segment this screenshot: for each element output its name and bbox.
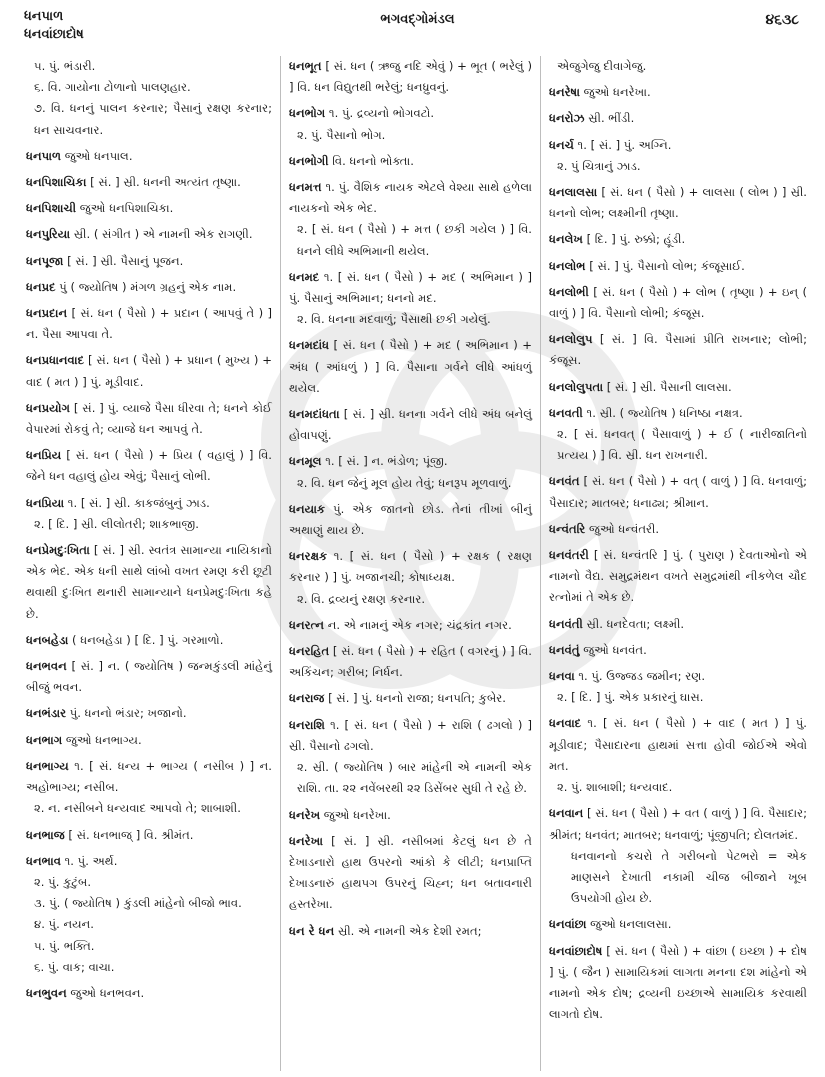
headword: ધનભવન (26, 659, 67, 674)
entry-main (26, 445, 272, 487)
entry-main (289, 267, 532, 309)
dictionary-entry (289, 921, 532, 942)
dictionary-entry (289, 451, 532, 493)
dictionary-entry (26, 251, 272, 272)
headword: ધનવંત (549, 474, 580, 489)
entry-main (549, 377, 807, 398)
entry-sense: ૫. પું. ભક્તિ. (34, 938, 95, 953)
headword: ધનભાવ (26, 853, 61, 868)
entry-main (289, 615, 532, 636)
entry-main (26, 756, 272, 798)
headword: ધનમદાંધતા (289, 407, 340, 422)
headword: ધનપ્રદ (26, 279, 56, 294)
entry-main (549, 256, 807, 277)
column-3 (540, 56, 815, 1071)
dictionary-entry (289, 267, 532, 331)
entry-sense: ૩. પું. ( જ્યોતિષ ) કુંડલી માંહેનો બીજો ભાવ. (34, 896, 242, 911)
headword: ધનપ્રદાન (26, 306, 68, 321)
headword: ધનપિશાચી (26, 201, 77, 216)
definition: [ સં. ધન ( પૈસો ) + પ્રિય ( વહાલું ) ] વિ. જેને ધન વહાલું હોય એવું; પૈસાનું લોભી. (26, 448, 272, 484)
definition: સ્રી. એ નામની એક દેશી રમત; (334, 923, 482, 938)
entry-sense: ૬. પું. વાક; વાચા. (34, 959, 115, 974)
definition: ૧. [ સં. ધન ( પૈસો ) + વાદ ( મત ) ] પું. મૂડીવાદ; પૈસાદારના હાથમાં સત્તા હોવી જોઈએ એવો મત. (549, 716, 807, 773)
headword: ધનભૂત (289, 59, 322, 73)
definition: ૧. પું. અર્થ. (60, 853, 118, 868)
definition: સ્રી. ધનદેવતા; લક્ષ્મી. (582, 616, 685, 631)
entry-main (26, 198, 272, 219)
headword: ધનલોલુપ (549, 332, 593, 347)
column-1 (22, 56, 280, 1071)
headword: ધનભોગ (289, 106, 326, 121)
entry-main (549, 941, 807, 1026)
definition: [ સં. ધન ( પૈસો ) + વત ( વાળું ) ] વિ. પૈસાદાર; શ્રીમંત; ધનવંત; માતબર; ધનવાળું; પૂંજીપતિ; દોલતમંદ. (549, 806, 807, 842)
entry-sense: ૨. વિ. ધન જેનું મૂલ હોય તેવું; ધનરૂપ મૂળવાળું. (297, 475, 512, 490)
definition: ૧. [ સં. ] સ્રી. કાકજંબુનું ઝાડ. (64, 495, 210, 510)
headword: ધનવાંછાદોષ (549, 943, 603, 958)
definition: ૧. પું. ઉજ્જડ જમીન; રણ. (574, 669, 706, 684)
definition: જુઓ ધનવંત. (579, 642, 647, 657)
entry-sense: ૨. વિ. દ્રવ્યનું રક્ષણ કરનાર. (297, 591, 426, 606)
entry-sense: ૬. વિ. ગાયોના ટોળાનો પાલણહાર. (34, 80, 191, 95)
definition: ન. એ નામનું એક નગર; ચંદ્રકાંત નગર. (324, 617, 512, 632)
headword: ધનરોઝ (549, 111, 585, 126)
entry-sense: ૨. [ દિ. ] પું. એક પ્રકારનું ઘાસ. (557, 690, 704, 705)
definition: [ સં. ધન ( પૈસો ) + વાંછા ( ઇચ્છા ) + દોષ ] પું. ( જૈન ) સામાયિકમાં લાગતા મનના દશ માંહેનો એ નામનો એક દોષ; દ્રવ્યની ઇચ્છાએ સામાયિક કરવાથી લાગતો દોષ. (549, 943, 807, 1022)
headword: ધનવંતરી (549, 548, 589, 563)
definition: ૧. પું. વૈશિક નાયક એટલે વેશ્યા સાથે હળેલા નાયકનો એક ભેદ. (289, 180, 532, 216)
entry-main (289, 151, 532, 172)
dictionary-entry (549, 403, 807, 467)
entry-main (26, 540, 272, 625)
dictionary-entry (549, 282, 807, 324)
entry-main (289, 715, 532, 757)
dictionary-entry (549, 229, 807, 250)
entry-main (26, 146, 272, 167)
headword: ધનવાદ (549, 716, 582, 731)
dictionary-entry (549, 108, 807, 129)
dictionary-entry (549, 614, 807, 635)
entry-main (289, 688, 532, 709)
headword: ધનરત્ન (289, 617, 325, 632)
definition: ૧. [ સં. ધન્ય + ભાગ્ય ( નસીબ ) ] ન. અહોભાગ્ય; નસીબ. (26, 758, 272, 795)
dictionary-entry (289, 499, 532, 541)
entry-proverb: ધનવાનનો કચરો તે ગરીબનો પેટભરો = એક માણસને દેખાતી નકામી ચીજ બીજાને ખૂબ ઉપયોગી હોય છે. (571, 848, 807, 906)
entry-main (26, 251, 272, 272)
headword: ધનલોભી (549, 284, 589, 299)
dictionary-entry (26, 825, 272, 846)
dictionary-entry (549, 914, 807, 935)
definition: ૧. [ સં. ] પું. અગ્નિ. (573, 137, 672, 152)
headword: ધનમદ (289, 269, 320, 284)
headword: ધનરેષા (549, 85, 580, 100)
headword: ધનપૂજા (26, 253, 64, 268)
entry-sense: ૨. [ દિ. ] સ્રી. લીલોતરી; શાકભાજી. (34, 516, 199, 531)
dictionary-entry (549, 256, 807, 277)
headword: ધનયાક (289, 501, 326, 516)
dictionary-entry (26, 540, 272, 625)
headword: ધનપ્રધાનવાદ (26, 353, 85, 368)
headword: ધનભાગ (26, 732, 63, 747)
entry-main (549, 545, 807, 609)
dictionary-entry (26, 398, 272, 440)
dictionary-entry (549, 941, 807, 1026)
dictionary-entry (26, 224, 272, 245)
headword: ધનમત્ત (289, 180, 322, 195)
headword: ધનપ્રિય (26, 448, 62, 463)
entry-main (26, 398, 272, 440)
running-title: ભગવદ્ગોમંડલ (380, 12, 455, 27)
definition: ૧. [ સં. ધન ( પૈસો ) + મદ ( અભિમાન ) ] પું. પૈસાનું અભિમાન; ધનનો મદ. (289, 269, 532, 306)
dictionary-entry (26, 445, 272, 487)
dictionary-entry (26, 493, 272, 535)
definition: [ સં. ધન ( પૈસો ) + રહિત ( વગરનું ) ] વિ. અકિંચન; ગરીબ; નિર્ધન. (289, 644, 532, 680)
headword: ધનપ્રેમદુઃખિતા (26, 543, 90, 558)
definition: ૧. સ્રી. ( જ્યોતિષ ) ધનિષ્ઠા નક્ષત્ર. (582, 405, 743, 420)
entry-main (549, 666, 807, 687)
definition: [ સં. ] સ્રી. સ્વતંત્ર સામાન્યા નાયિકાનો એક ભેદ. એક ધની સાથે લાંબો વખત રમણ કરી છૂટી થવાથી દુઃખિત થનારી સામાન્યાને ધનપ્રેમદુઃખિતા કહે છે. (26, 543, 272, 621)
definition: જુઓ ધનપાલ. (61, 148, 133, 163)
definition: જુઓ ધનભવન. (66, 985, 145, 1000)
dictionary-entry (549, 713, 807, 798)
dictionary-columns (22, 56, 815, 1071)
definition: પું ( જ્યોતિષ ) મંગળ ગ્રહનું એક નામ. (55, 279, 237, 294)
headword: ધનમદાંધ (289, 338, 330, 353)
dictionary-entry (26, 730, 272, 751)
definition: જુઓ ધન્વંતરી. (585, 521, 660, 536)
entry-sense: ૨. પું. શાબાશી; ધન્યવાદ. (557, 780, 673, 795)
entry-main (289, 103, 532, 124)
definition: જુઓ ધનપિશાચિકા. (76, 201, 174, 216)
entry-main (289, 831, 532, 916)
headword: ધનરેખા (289, 833, 323, 848)
entry-main (26, 703, 272, 724)
dictionary-entry (26, 56, 272, 141)
entry-main (549, 519, 807, 540)
entry-main (26, 825, 272, 846)
definition: ૧. [ સં. ધન ( પૈસો ) + રક્ષક ( રક્ષણ કરનાર ) ] પું. ખજાનચી; કોષાધ્યક્ષ. (289, 549, 532, 585)
entry-sense: ૨. પું ચિત્રાનું ઝાડ. (557, 158, 641, 173)
dictionary-entry (549, 803, 807, 909)
definition: [ સં. ] પું. વ્યાજે પૈસા ધીરવા તે; ધનને કોઈ વેપારમાં રોકવું તે; વ્યાજે ધન આપવું તે. (26, 400, 272, 437)
dictionary-entry (289, 404, 532, 446)
definition: ૧. [ સં. ધન ( પૈસો ) + રાશિ ( ઢગલો ) ] સ્રી. પૈસાનો ઢગલો. (289, 717, 532, 753)
headword: ધનલોભ (549, 258, 586, 273)
entry-main (26, 730, 272, 751)
headword: ધનપિશાચિકા (26, 175, 87, 190)
headword: ધનરાજ (289, 691, 325, 706)
entry-main (549, 803, 807, 845)
entry-main (289, 921, 532, 942)
entry-sense: ૨. ન. નસીબને ધન્યવાદ આપવો તે; શાબાશી. (34, 801, 241, 816)
entry-main (549, 82, 807, 103)
entry-main (549, 471, 807, 513)
definition: [ સં. ] ન. ( જ્યોતિષ ) જન્મકુંડલી માંહેનું બીજું ભવન. (26, 659, 272, 695)
definition: પું. ધનનો ભંડાર; ખજાનો. (66, 706, 187, 721)
headword: ધનપાળ (26, 148, 62, 163)
page-number: ૪૬૩૮ (765, 12, 799, 28)
headword: ધનવંતું (549, 642, 580, 657)
dictionary-entry (26, 146, 272, 167)
definition: [ સં. ] સ્રી. ધનના ગર્વને લીધે અંધ બનેલું હોવાપણું. (289, 407, 532, 443)
headword: ધન રે ધન (289, 923, 335, 938)
entry-main (289, 451, 532, 472)
dictionary-entry (26, 350, 272, 392)
dictionary-entry (549, 471, 807, 513)
entry-main (289, 177, 532, 219)
dictionary-entry (26, 656, 272, 698)
entry-main (549, 614, 807, 635)
headword: ધનવાંછા (549, 917, 587, 932)
definition: ( ધનબહેડા ) [ દિ. ] પું. ગરમાળો. (68, 632, 224, 647)
entry-main (549, 914, 807, 935)
entry-main (549, 713, 807, 777)
entry-main (549, 403, 807, 424)
entry-main (289, 404, 532, 446)
dictionary-entry (289, 805, 532, 826)
dictionary-entry (549, 56, 807, 77)
dictionary-entry (26, 198, 272, 219)
headword: ધનપ્રયોગ (26, 400, 70, 415)
entry-sense: એજુગેજુ દીવાગેજુ. (557, 59, 647, 73)
headword: ધનરેખ (289, 807, 321, 822)
entry-main (289, 546, 532, 588)
page-header (24, 8, 811, 52)
entry-sense: ૨. પું. પૈસાનો ભોગ. (297, 127, 386, 142)
headword: ધનવંતી (549, 616, 583, 631)
entry-sense: ૪. પું. નયન. (34, 917, 94, 932)
dictionary-entry (289, 335, 532, 399)
definition: [ સં. ] પું. પૈસાનો લોભ; કંજૂસાઈ. (585, 258, 745, 273)
entry-main (549, 135, 807, 156)
headword: ધનભોગી (289, 153, 329, 168)
dictionary-entry (26, 983, 272, 1004)
definition: જુઓ ધનરેખા. (320, 807, 391, 822)
entry-main (549, 108, 807, 129)
entry-sense: ૨. [ સં. ધનવત્ ( પૈસાવાળું ) + ઈ ( નારીજાતિનો પ્રત્યય ) ] વિ. સ્રી. ધન રાખનારી. (557, 427, 807, 463)
definition: જુઓ ધનરેખા. (579, 85, 651, 100)
headword: ધનવાન (549, 806, 584, 821)
dictionary-entry (549, 519, 807, 540)
definition: પું. એક જાતનો છોડ. તેનાં તીખાં બીનું અથાણું થાય છે. (289, 501, 532, 538)
entry-main (549, 282, 807, 324)
dictionary-entry (289, 831, 532, 916)
headword: ધનભાજ (26, 827, 65, 842)
dictionary-entry (549, 82, 807, 103)
dictionary-entry (549, 135, 807, 177)
entry-main (289, 335, 532, 399)
entry-main (26, 303, 272, 345)
dictionary-entry (289, 615, 532, 636)
headword: ધનમૂલ (289, 454, 322, 469)
definition: [ સં. ધન ( પૈસો ) + પ્રધાન ( મુખ્ય ) + વાદ ( મત ) ] પું. મૂડીવાદ. (26, 353, 272, 389)
headword: ધનપુરિયા (26, 227, 71, 242)
definition: [ સં. ] સ્રી. ધનની અત્યંત તૃષ્ણા. (86, 175, 241, 190)
definition: [ સં. ધન ( પૈસો ) + મદ ( અભિમાન ) + અંધ ( આંધળું ) ] વિ. પૈસાના ગર્વને લીધે આંધળું થયેલ. (289, 338, 532, 395)
headword: ધનપ્રિયા (26, 495, 65, 510)
definition: ૧. પું. દ્રવ્યનો ભોગવટો. (325, 106, 435, 121)
definition: [ સં. ધન ( પૈસો ) + વત્ ( વાળું ) ] વિ. ધનવાળું; પૈસાદાર; માતબર; ધનાઢ્ય; શ્રીમાન. (549, 474, 807, 510)
headword: ધનરહિત (289, 644, 330, 659)
entry-sense: ૨. [ સં. ધન ( પૈસો ) + મત્ત ( છકી ગયેલ ) ] વિ. ધનને લીધે અભિમાની થયેલ. (297, 222, 532, 258)
entry-main (549, 182, 807, 224)
dictionary-entry (289, 151, 532, 172)
headword: ધનલેખ (549, 232, 583, 247)
entry-main (26, 983, 272, 1004)
entry-main (26, 172, 272, 193)
entry-sense: ૨. પું. કુટુંબ. (34, 874, 91, 889)
definition: [ સં. ધનભાજ્ ] વિ. શ્રીમંત. (64, 827, 194, 842)
dictionary-entry (26, 756, 272, 820)
definition: [ સં. ધન્વંતરિ ] પું. ( પુરાણ ) દેવતાઓનો એ નામનો વૈદ્ય. સમુદ્રમંથન વખતે સમુદ્રમાંથી નીકળેલ ચૌદ રત્નોમાં તે એક છે. (549, 548, 807, 605)
guide-word-first: ધનપાળ (24, 9, 64, 24)
definition: [ દિ. ] પું. રુક્કો; હૂંડી. (582, 232, 686, 247)
entry-main (26, 656, 272, 698)
entry-main (289, 499, 532, 541)
dictionary-entry (549, 640, 807, 661)
headword: ધનભુવન (26, 985, 67, 1000)
dictionary-entry (289, 103, 532, 145)
entry-main (289, 805, 532, 826)
definition: વિ. ધનનો ભોક્તા. (328, 153, 414, 168)
entry-main (549, 640, 807, 661)
definition: [ સં. ] વિ. પૈસામાં પ્રીતિ રાખનાર; લોભી; કંજૂસ. (549, 332, 807, 368)
entry-sense: ૨. વિ. ધનના મદવાળું; પૈસાથી છકી ગયેલું. (297, 312, 491, 327)
definition: [ સં. ધન ( પૈસો ) + પ્રદાન ( આપવું તે ) ] ન. પૈસા આપવા તે. (26, 306, 272, 342)
definition: સ્રી. ભીંડી. (584, 111, 635, 126)
dictionary-entry (549, 329, 807, 371)
dictionary-entry (289, 56, 532, 98)
dictionary-entry (289, 688, 532, 709)
headword: ધનલોલુપતા (549, 379, 604, 394)
dictionary-entry (26, 851, 272, 978)
guide-word-last: ધનવાંછાદોષ (24, 27, 84, 42)
dictionary-entry (289, 715, 532, 800)
entry-sense: ૭. વિ. ધનનું પાલન કરનાર; પૈસાનું રક્ષણ કરનાર; ધન સાચવનાર. (34, 101, 272, 137)
headword: ધનરક્ષક (289, 549, 328, 564)
definition: [ સં. ] સ્રી. પૈસાનું પૂજન. (63, 253, 184, 268)
definition: જુઓ ધનલાલસા. (586, 917, 672, 932)
entry-main (26, 493, 272, 514)
dictionary-entry (26, 277, 272, 298)
definition: ૧. [ સં. ] ન. ભંડોળ; પૂંજી. (321, 454, 448, 469)
column-2 (280, 56, 540, 1071)
entry-main (289, 56, 532, 98)
entry-sense: ૨. સ્રી. ( જ્યોતિષ ) બાર માંહેની એ નામની એક રાશિ. તા. ૨૨ નવેંબરથી ૨૨ ડિસેંબર સુધી તે રહે છે. (297, 760, 532, 796)
headword: ધનભંડાર (26, 706, 67, 721)
definition: જુઓ ધનભાગ્ય. (62, 732, 142, 747)
definition: [ સં. ધન ( ઋજુ નદિ એવું ) + ભૂત ( ભરેલું ) ] વિ. ધન વિદ્યુતથી ભરેલું; ધનધ્રુવનું. (289, 59, 532, 95)
entry-main (549, 329, 807, 371)
headword: ધનભાગ્ય (26, 758, 69, 773)
dictionary-entry (26, 303, 272, 345)
dictionary-entry (26, 172, 272, 193)
headword: ધનવતી (549, 405, 583, 420)
entry-main (26, 350, 272, 392)
definition: [ સં. ધન ( પૈસો ) + લોભ ( તૃષ્ણા ) + ઇન્ ( વાળું ) ] વિ. પૈસાનો લોભી; કંજૂસ. (549, 284, 807, 321)
dictionary-entry (549, 545, 807, 609)
dictionary-entry (549, 182, 807, 224)
dictionary-entry (26, 703, 272, 724)
entry-main (26, 630, 272, 651)
definition: [ સં. ] સ્રી. નસીબમાં કેટલું ધન છે તે દેખાડનારો હાથ ઉપરનો આંકો કે લીટી; ધનપ્રાપ્તિ દેખાડનારું હાથપગ ઉપરનું ચિહ્ન; ધન બતાવનારી હસ્તરેખા. (289, 833, 532, 912)
dictionary-entry (549, 666, 807, 708)
headword: ધનવા (549, 669, 575, 684)
headword: ધન્વંતરિ (549, 521, 586, 536)
definition: [ સં. ધન ( પૈસો ) + લાલસા ( લોભ ) ] સ્રી. ધનનો લોભ; લક્ષ્મીની તૃષ્ણા. (549, 185, 807, 221)
entry-main (549, 229, 807, 250)
dictionary-entry (289, 546, 532, 610)
dictionary-entry (289, 177, 532, 262)
headword: ધનર્ચ (549, 137, 574, 152)
entry-main (26, 224, 272, 245)
dictionary-entry (26, 630, 272, 651)
headword: ધનબહેડા (26, 632, 69, 647)
entry-sense: ૫. પું. ભંડારી. (34, 59, 96, 73)
headword: ધનરાશિ (289, 717, 325, 732)
headword: ધનલાલસા (549, 185, 598, 200)
definition: સ્રી. ( સંગીત ) એ નામની એક રાગણી. (70, 227, 253, 242)
entry-main (26, 851, 272, 872)
definition: [ સં. ] પું. ધનનો રાજા; ધનપતિ; કુબેર. (324, 691, 506, 706)
definition: [ સં. ] સ્રી. પૈસાની લાલસા. (603, 379, 732, 394)
dictionary-entry (289, 641, 532, 683)
dictionary-entry (549, 377, 807, 398)
entry-main (26, 277, 272, 298)
entry-main (289, 641, 532, 683)
